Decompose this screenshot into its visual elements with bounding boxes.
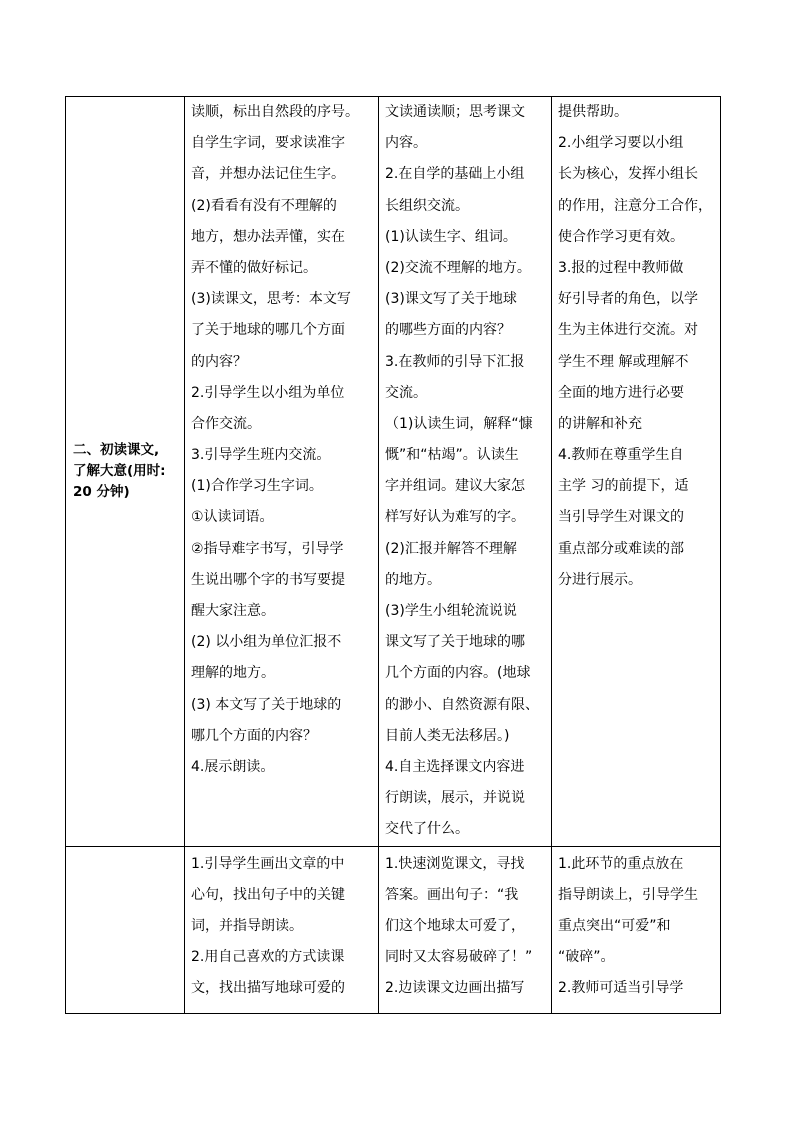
text-line: 2.教师可适当引导学 xyxy=(558,980,684,997)
cell-text xyxy=(552,97,720,596)
text-line: ①认读词语。 xyxy=(191,509,274,526)
text-line: 1.快速浏览课文，寻找 xyxy=(385,855,525,872)
text-line: 生说出哪个字的书写要提 xyxy=(191,571,345,588)
cell-text xyxy=(379,97,551,846)
text-line: 2.边读课文边画出描写 xyxy=(385,980,525,997)
text-line: (2)看看有没有不理解的 xyxy=(191,197,337,214)
text-line: 文读通读顺；思考课文 xyxy=(385,104,525,120)
text-line: 全面的地方进行必要 xyxy=(558,384,684,401)
text-line: 指导朗读上，引导学生 xyxy=(558,886,698,903)
table-row xyxy=(66,97,721,847)
text-line: 2.在自学的基础上小组 xyxy=(385,166,525,183)
text-line: 长组织交流。 xyxy=(385,197,469,214)
text-line: 重点突出“可爱”和 xyxy=(558,917,671,934)
design-notes-cell xyxy=(552,846,721,1013)
text-line: (3)学生小组轮流说说 xyxy=(385,603,517,619)
text-line: 的哪些方面的内容？ xyxy=(385,322,511,339)
text-line: 2.用自己喜欢的方式读课 xyxy=(191,949,345,966)
text-line: 了关于地球的哪几个方面 xyxy=(191,322,345,339)
text-line: 3.引导学生班内交流。 xyxy=(191,447,331,464)
text-line: 3.报的过程中教师做 xyxy=(558,259,684,276)
text-line: 2.引导学生以小组为单位 xyxy=(191,384,345,401)
text-line: 好引导者的角色，以学 xyxy=(558,291,698,308)
text-line: 地方，想办法弄懂，实在 xyxy=(191,228,345,245)
text-line: (2)汇报并解答不理解 xyxy=(385,540,517,557)
student-activity-cell xyxy=(379,97,552,847)
text-line: 内容。 xyxy=(385,135,427,152)
text-line: 的作用，注意分工合作， xyxy=(558,197,712,214)
text-line: 慨”和“枯竭”。认读生 xyxy=(385,447,519,464)
student-activity-cell xyxy=(379,846,552,1013)
text-line: 醒大家注意。 xyxy=(191,603,275,619)
text-line: 分进行展示。 xyxy=(558,571,642,588)
text-line: 主学 习的前提下，适 xyxy=(558,478,689,495)
text-line: 同时又太容易破碎了！” xyxy=(385,949,533,966)
text-line: (2) 以小组为单位汇报不 xyxy=(191,634,342,651)
text-line: 4.教师在尊重学生自 xyxy=(558,447,684,464)
text-line: 长为核心，发挥小组长 xyxy=(558,166,698,183)
text-line: 的地方。 xyxy=(385,571,441,588)
text-line: (1)合作学习生字词。 xyxy=(191,478,323,495)
text-line: 3.在教师的引导下汇报 xyxy=(385,353,525,370)
teacher-activity-cell xyxy=(185,97,379,847)
text-line: 4.自主选择课文内容进 xyxy=(385,758,525,775)
text-line: （1)认读生词，解释“慷 xyxy=(385,415,533,432)
text-line: 音，并想办法记住生字。 xyxy=(191,166,345,183)
text-line: 交代了什么。 xyxy=(385,821,469,838)
text-line: 使合作学习更有效。 xyxy=(558,228,684,245)
cell-text xyxy=(552,847,720,1005)
text-line: ②指导难字书写，引导学 xyxy=(191,540,344,557)
text-line: 理解的地方。 xyxy=(191,665,275,682)
text-line: 课文写了关于地球的哪 xyxy=(385,634,525,651)
stage-cell xyxy=(66,846,185,1013)
text-line: (2)交流不理解的地方。 xyxy=(385,259,531,276)
text-line: 答案。画出句子：“我 xyxy=(385,886,519,903)
text-line: 合作交流。 xyxy=(191,415,261,432)
text-line: 心句，找出句子中的关键 xyxy=(191,886,345,903)
lesson-plan-table xyxy=(65,96,721,1014)
text-line: (3)读课文，思考：本文写 xyxy=(191,291,351,308)
text-line: 样写好认为难写的字。 xyxy=(385,509,525,526)
text-line: 文，找出描写地球可爱的 xyxy=(191,980,345,997)
text-line: 的渺小、自然资源有限、 xyxy=(385,696,539,713)
stage-line: 了解大意(用时: xyxy=(73,462,166,479)
text-line: 字并组词。建议大家怎 xyxy=(385,478,525,495)
text-line: 们这个地球太可爱了， xyxy=(385,917,525,934)
text-line: 词，并指导朗读。 xyxy=(191,917,303,934)
cell-text xyxy=(379,847,551,1005)
text-line: (3) 本文写了关于地球的 xyxy=(191,696,342,713)
text-line: 交流。 xyxy=(385,384,427,401)
cell-text xyxy=(185,847,378,1005)
text-line: 弄不懂的做好标记。 xyxy=(191,259,317,276)
table-row xyxy=(66,846,721,1013)
text-line: (1)认读生字、组词。 xyxy=(385,228,517,245)
text-line: 生为主体进行交流。对 xyxy=(558,322,698,339)
text-line: 的内容？ xyxy=(191,353,247,370)
text-line: 1.引导学生画出文章的中 xyxy=(191,855,345,872)
text-line: 目前人类无法移居。) xyxy=(385,727,510,744)
teacher-activity-cell xyxy=(185,846,379,1013)
text-line: 哪几个方面的内容？ xyxy=(191,727,317,744)
stage-line: 二、初读课文, xyxy=(73,441,160,458)
text-line: 读顺，标出自然段的序号。 xyxy=(191,104,359,120)
text-line: 重点部分或难读的部 xyxy=(558,540,684,557)
text-line: 提供帮助。 xyxy=(558,104,628,120)
text-line: 2.小组学习要以小组 xyxy=(558,135,684,152)
text-line: 4.展示朗读。 xyxy=(191,758,275,775)
stage-cell xyxy=(66,97,185,847)
cell-text xyxy=(185,97,378,783)
text-line: “破碎”。 xyxy=(558,949,615,966)
text-line: 1.此环节的重点放在 xyxy=(558,855,684,872)
text-line: (3)课文写了关于地球 xyxy=(385,291,517,308)
text-line: 行朗读，展示，并说说 xyxy=(385,790,525,807)
text-line: 几个方面的内容。(地球 xyxy=(385,665,531,682)
text-line: 的讲解和补充 xyxy=(558,415,642,432)
design-notes-cell xyxy=(552,97,721,847)
text-line: 自学生字词，要求读准字 xyxy=(191,135,345,152)
stage-line: 20 分钟) xyxy=(73,483,130,500)
text-line: 学生不理 解或理解不 xyxy=(558,353,689,370)
text-line: 当引导学生对课文的 xyxy=(558,509,684,526)
